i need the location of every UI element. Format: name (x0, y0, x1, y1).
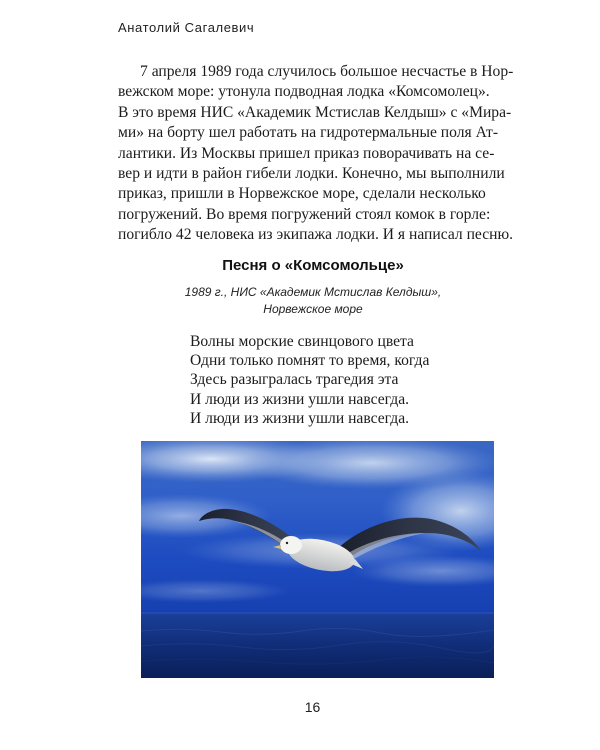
body-line: 7 апреля 1989 года случилось большое несчастье в Нор- (140, 63, 514, 80)
body-line: В это время НИС «Академик Мстислав Келдыш» с «Мира- (118, 103, 512, 121)
running-head-author: Анатолий Сагалевич (118, 20, 255, 35)
song-subtitle-line: 1989 г., НИС «Академик Мстислав Келдыш», (184, 285, 442, 299)
sea (141, 613, 494, 678)
body-line: приказ, пришли в Норвежское море, сделали несколько (118, 185, 486, 203)
song-verse (190, 332, 429, 428)
body-line: погибло 42 человека из экипажа лодки. И я написал песню. (118, 226, 514, 244)
song-subtitle-line: Норвежское море (263, 301, 363, 316)
body-line: вер и идти в район гибели лодки. Конечно, мы выполнили (118, 165, 505, 183)
body-paragraph (118, 62, 514, 246)
body-line: вежском море: утонула подводная лодка «Комсомолец». (118, 83, 490, 101)
song-title: Песня о «Комсомольце» (222, 257, 404, 274)
page-number: 16 (304, 699, 321, 715)
body-line: погружений. Во время погружений стоял комок в горле: (118, 205, 491, 223)
verse-line: Волны морские свинцового цвета (190, 333, 414, 350)
body-line: ми» на борту шел работать на гидротермальные поля Ат- (118, 124, 499, 142)
verse-line: Одни только помнят то время, когда (190, 352, 430, 370)
body-line: лантики. Из Москвы пришел приказ поворачивать на се- (118, 144, 495, 162)
song-subtitle (118, 284, 508, 317)
verse-line: И люди из жизни ушли навсегда. (190, 390, 410, 408)
verse-line: И люди из жизни ушли навсегда. (190, 409, 410, 427)
seagull-photo (141, 441, 494, 678)
verse-line: Здесь разыгралась трагедия эта (190, 371, 399, 389)
